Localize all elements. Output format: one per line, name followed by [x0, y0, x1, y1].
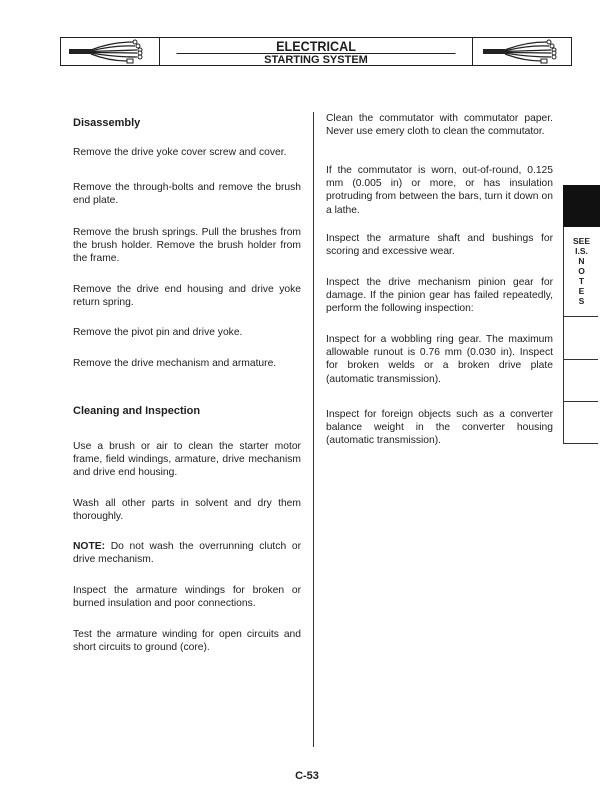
heading-disassembly: Disassembly — [73, 117, 141, 129]
notes-text: SEE — [572, 236, 590, 246]
notes-letter: O — [578, 266, 585, 276]
wire-harness-icon — [61, 38, 159, 65]
paragraph: Remove the drive yoke cover screw and cover. — [73, 147, 287, 158]
paragraph: Inspect the armature windings for broken or burned insulation and poor connections. — [73, 585, 301, 610]
note-text: Do not wash the overrunning clutch or drive mechanism. — [73, 541, 301, 566]
see-is-notes-label — [565, 236, 598, 306]
notes-rule — [563, 316, 598, 317]
paragraph: Test the armature winding for open circuits and short circuits to ground (core). — [73, 629, 301, 654]
paragraph: Remove the through-bolts and remove the brush end plate. — [73, 182, 301, 207]
paragraph: Inspect the armature shaft and bushings for scoring and excessive wear. — [326, 233, 553, 258]
notes-text: I.S. — [575, 246, 588, 256]
paragraph: Remove the drive end housing and drive yoke return spring. — [73, 284, 301, 309]
page-number: C-53 — [295, 770, 319, 782]
paragraph: Wash all other parts in solvent and dry them thoroughly. — [73, 498, 301, 523]
notes-tab-line — [563, 227, 564, 444]
column-divider — [313, 112, 314, 747]
paragraph: Inspect the drive mechanism pinion gear for damage. If the pinion gear has failed repeatedly, perform the following inspection: — [326, 277, 553, 315]
notes-letter: S — [578, 296, 585, 306]
paragraph: Remove the drive mechanism and armature. — [73, 358, 277, 369]
notes-rule — [563, 401, 598, 402]
paragraph: Remove the pivot pin and drive yoke. — [73, 327, 243, 338]
paragraph: Inspect for foreign objects such as a converter balance weight in the converter housing (automatic transmission). — [326, 409, 553, 447]
notes-rule — [563, 443, 598, 444]
notes-letter: N — [578, 256, 585, 266]
note-label: NOTE: — [73, 541, 106, 552]
section-title: ELECTRICAL — [177, 38, 456, 54]
wire-harness-logo-left — [61, 38, 160, 65]
note-paragraph — [73, 540, 301, 566]
notes-letter: T — [578, 276, 585, 286]
wire-harness-icon — [473, 38, 571, 65]
section-subtitle: STARTING SYSTEM — [264, 54, 368, 66]
paragraph: If the commutator is worn, out-of-round, 0.125 mm (0.005 in) or more, or has insulation protruding from between the bars, turn it down on a lathe. — [326, 165, 553, 216]
notes-rule — [563, 359, 598, 360]
page-header — [60, 37, 572, 66]
paragraph: Inspect for a wobbling ring gear. The maximum allowable runout is 0.76 mm (0.030 in). Inspect for broken welds or a broken drive plate (automatic transmission). — [326, 334, 553, 385]
paragraph: Clean the commutator with commutator paper. Never use emery cloth to clean the commutator. — [326, 113, 553, 138]
notes-letter: E — [578, 286, 585, 296]
heading-cleaning-inspection: Cleaning and Inspection — [73, 405, 201, 417]
paragraph: Remove the brush springs. Pull the brushes from the brush holder. Remove the brush holder from the frame. — [73, 227, 301, 265]
wire-harness-logo-right — [472, 38, 571, 65]
paragraph: Use a brush or air to clean the starter motor frame, field windings, armature, drive mechanism and drive end housing. — [73, 441, 301, 479]
section-tab-marker — [563, 185, 600, 227]
